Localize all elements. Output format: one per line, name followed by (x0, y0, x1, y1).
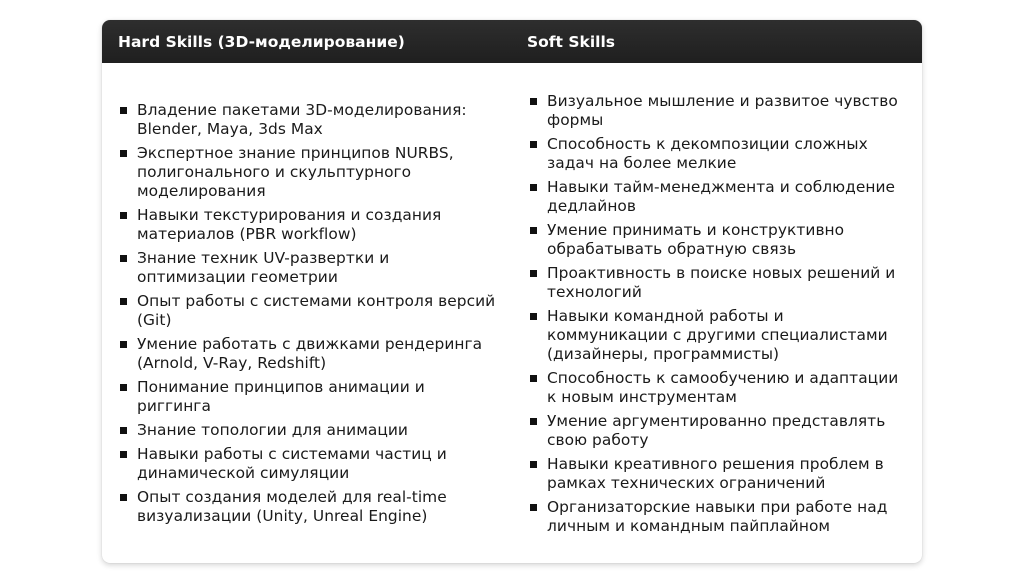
hard-skill-item-text: Экспертное знание принципов NURBS, полигонального и скульптурного моделирования (137, 144, 454, 200)
hard-skills-header: Hard Skills (3D-моделирование) (118, 32, 405, 51)
hard-skill-list-item (118, 249, 500, 287)
square-bullet-icon (530, 375, 537, 382)
square-bullet-icon (120, 298, 127, 305)
hard-skill-list-item (118, 206, 500, 244)
soft-skill-item-text: Умение принимать и конструктивно обрабатывать обратную связь (547, 221, 845, 258)
soft-skill-item-text: Навыки тайм-менеджмента и соблюдение дедлайнов (547, 178, 896, 215)
square-bullet-icon (120, 150, 127, 157)
table-body (102, 63, 922, 541)
hard-skill-list-item (118, 378, 500, 416)
soft-skill-item-text: Умение аргументированно представлять свою работу (547, 412, 886, 449)
square-bullet-icon (530, 184, 537, 191)
square-bullet-icon (530, 461, 537, 468)
table-header (102, 20, 922, 63)
square-bullet-icon (530, 418, 537, 425)
hard-skill-item-text: Владение пакетами 3D-моделирования: Blender, Maya, 3ds Max (137, 101, 467, 138)
hard-skills-list (118, 101, 500, 526)
hard-skill-list-item (118, 292, 500, 330)
soft-skill-list-item (528, 92, 902, 130)
skills-table (102, 20, 922, 563)
square-bullet-icon (120, 255, 127, 262)
soft-skill-item-text: Организаторские навыки при работе над личным и командным пайплайном (547, 498, 888, 535)
hard-skill-item-text: Навыки текстурирования и создания материалов (PBR workflow) (137, 206, 442, 243)
square-bullet-icon (120, 341, 127, 348)
soft-skill-list-item (528, 135, 902, 173)
square-bullet-icon (120, 427, 127, 434)
hard-skill-list-item (118, 335, 500, 373)
soft-skill-list-item (528, 455, 902, 493)
hard-skill-item-text: Опыт работы с системами контроля версий (Git) (137, 292, 496, 329)
hard-skill-list-item (118, 488, 500, 526)
soft-skill-list-item (528, 498, 902, 536)
hard-skill-item-text: Понимание принципов анимации и риггинга (137, 378, 425, 415)
square-bullet-icon (530, 141, 537, 148)
hard-skill-list-item (118, 421, 500, 440)
soft-skill-item-text: Способность к самообучению и адаптации к новым инструментам (547, 369, 899, 406)
square-bullet-icon (530, 227, 537, 234)
hard-skill-item-text: Умение работать с движками рендеринга (Arnold, V-Ray, Redshift) (137, 335, 483, 372)
hard-skill-list-item (118, 101, 500, 139)
hard-skill-item-text: Опыт создания моделей для real-time визуализации (Unity, Unreal Engine) (137, 488, 447, 525)
square-bullet-icon (530, 313, 537, 320)
soft-skill-list-item (528, 221, 902, 259)
soft-skill-item-text: Визуальное мышление и развитое чувство формы (547, 92, 898, 129)
hard-skill-item-text: Знание техник UV-развертки и оптимизации геометрии (137, 249, 390, 286)
soft-skills-header: Soft Skills (527, 32, 615, 51)
square-bullet-icon (530, 270, 537, 277)
hard-skill-item-text: Знание топологии для анимации (137, 421, 408, 439)
soft-skill-list-item (528, 264, 902, 302)
soft-skill-item-text: Способность к декомпозиции сложных задач на более мелкие (547, 135, 868, 172)
square-bullet-icon (530, 504, 537, 511)
square-bullet-icon (120, 494, 127, 501)
hard-skill-list-item (118, 445, 500, 483)
square-bullet-icon (530, 98, 537, 105)
soft-skill-item-text: Проактивность в поиске новых решений и технологий (547, 264, 896, 301)
soft-skill-item-text: Навыки креативного решения проблем в рамках технических ограничений (547, 455, 884, 492)
hard-skill-list-item (118, 144, 500, 201)
square-bullet-icon (120, 451, 127, 458)
square-bullet-icon (120, 107, 127, 114)
hard-skills-column (102, 63, 512, 541)
soft-skill-item-text: Навыки командной работы и коммуникации с другими специалистами (дизайнеры, программисты) (547, 307, 888, 363)
soft-skills-column (512, 63, 922, 541)
soft-skill-list-item (528, 178, 902, 216)
soft-skills-list (528, 92, 902, 536)
square-bullet-icon (120, 384, 127, 391)
hard-skill-item-text: Навыки работы с системами частиц и динамической симуляции (137, 445, 447, 482)
soft-skill-list-item (528, 412, 902, 450)
soft-skill-list-item (528, 369, 902, 407)
square-bullet-icon (120, 212, 127, 219)
soft-skill-list-item (528, 307, 902, 364)
